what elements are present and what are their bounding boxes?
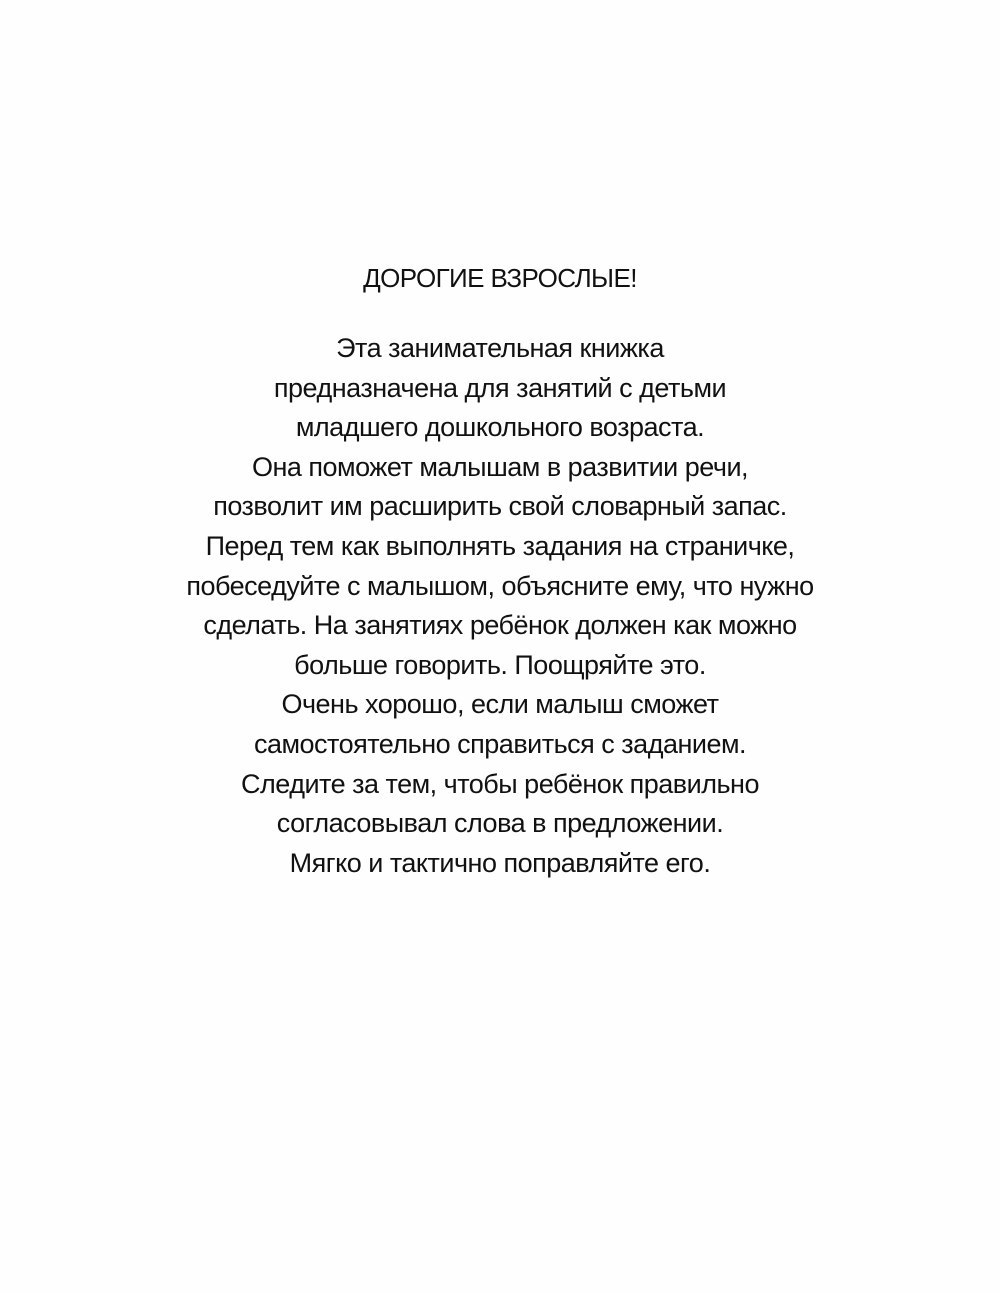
- text-line: Следите за тем, чтобы ребёнок правильно: [241, 768, 759, 799]
- text-line: позволит им расширить свой словарный запас.: [213, 491, 787, 522]
- text-line: Мягко и тактично поправляйте его.: [289, 847, 711, 878]
- text-line: Очень хорошо, если малыш сможет: [281, 689, 719, 720]
- text-line: сделать. На занятиях ребёнок должен как можно: [203, 610, 797, 641]
- text-line: Она поможет малышам в развитии речи,: [251, 451, 749, 482]
- text-line: Перед тем как выполнять задания на страничке,: [205, 530, 795, 561]
- page-title: ДОРОГИЕ ВЗРОСЛЫЕ!: [363, 263, 637, 293]
- text-line: младшего дошкольного возраста.: [295, 412, 705, 443]
- text-line: согласовывал слова в предложении.: [276, 808, 724, 839]
- body-text: [0, 329, 1000, 883]
- text-line: побеседуйте с малышом, объясните ему, что нужно: [186, 570, 814, 601]
- text-line: больше говорить. Поощряйте это.: [294, 649, 706, 680]
- text-line: предназначена для занятий с детьми: [273, 372, 727, 403]
- text-line: самостоятельно справиться с заданием.: [253, 728, 747, 759]
- text-line: Эта занимательная книжка: [336, 333, 664, 363]
